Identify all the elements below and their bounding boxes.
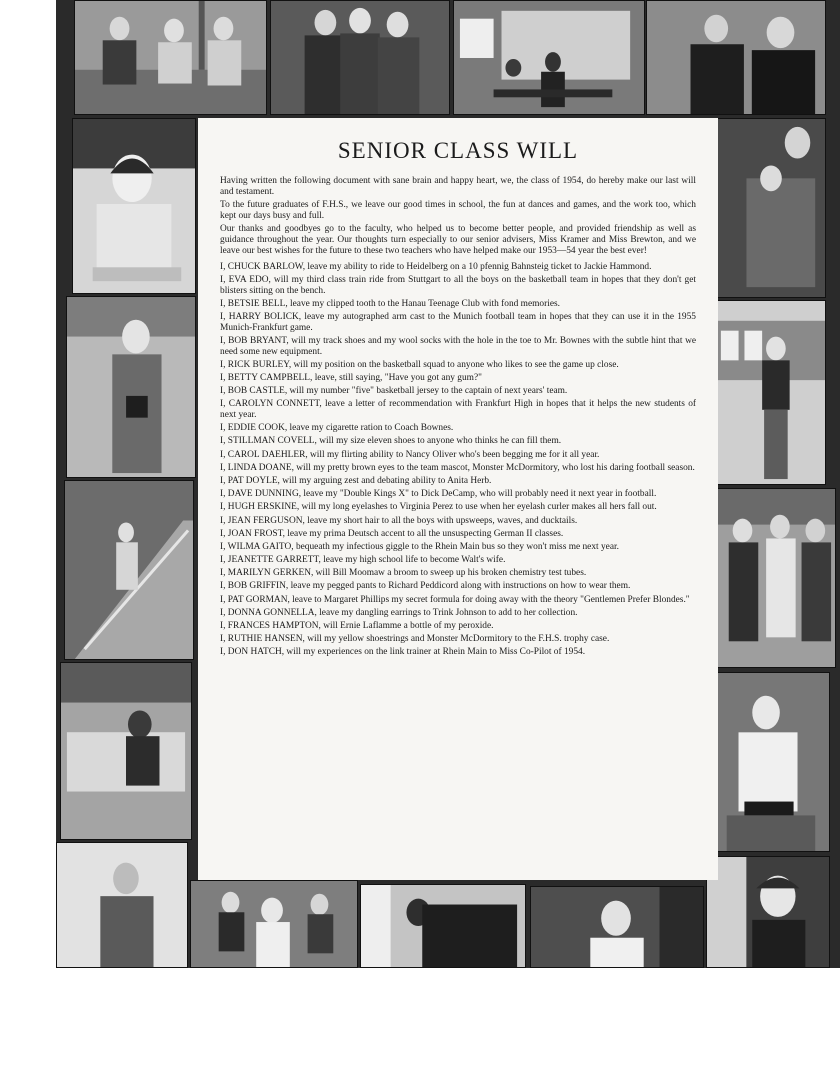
photo-girl-writing bbox=[72, 118, 196, 294]
bequest-item: I, STILLMAN COVELL, will my size eleven shoes to anyone who thinks he can fill them. bbox=[220, 436, 562, 447]
photo-students-at-desk bbox=[60, 662, 192, 840]
photo-girl-on-stairs bbox=[64, 480, 194, 660]
bequest-item: I, HUGH ERSKINE, will my long eyelashes to Virginia Perez to use when her eyelash curler makes all hers fall out. bbox=[220, 502, 657, 513]
bequest-item: I, DON HATCH, will my experiences on the link trainer at Rhein Main to Miss Co-Pilot of 1954. bbox=[220, 647, 586, 658]
bequest-item: I, JEANETTE GARRETT, leave my high school life to become Walt's wife. bbox=[220, 555, 506, 566]
bequest-item: I, HARRY BOLICK, leave my autographed arm cast to the Munich football team in hopes that they can use it in the 1955 Munich-Frankfurt game. bbox=[220, 312, 696, 333]
intro-paragraph: Our thanks and goodbyes go to the faculty, who helped us to become better people, and provided friendship as well as guidance throughout the year. Our thoughts turn especially to our senior advisers, Miss Kramer and Miss Brewton, and we leave our best wishes for the future to these two teachers who have helped make our 1953—54 year the best ever! bbox=[220, 224, 696, 256]
photo-boy-by-building bbox=[714, 300, 826, 485]
bequest-item: I, BOB BRYANT, will my track shoes and my wool socks with the hole in the toe to Mr. Bownes with the subtle hint that we need some new equipment. bbox=[220, 336, 696, 357]
bequest-item: I, DONNA GONNELLA, leave my dangling earrings to Trink Johnson to add to her collection. bbox=[220, 607, 578, 618]
bequest-item: I, BETSIE BELL, leave my clipped tooth to the Hanau Teenage Club with fond memories. bbox=[220, 299, 560, 310]
bequest-list bbox=[220, 262, 696, 658]
senior-class-will-panel bbox=[198, 118, 718, 880]
photo-boys-talking bbox=[712, 488, 836, 668]
bequest-item: I, BOB GRIFFIN, leave my pegged pants to Richard Peddicord along with instructions on how to wear them. bbox=[220, 581, 631, 592]
photo-smiling-girl bbox=[706, 856, 830, 968]
photo-students-in-coats bbox=[270, 0, 450, 115]
bequest-item: I, CAROLYN CONNETT, leave a letter of recommendation with Frankfurt High in hopes that it helps the new students of next year. bbox=[220, 399, 696, 421]
bequest-item: I, RICK BURLEY, will my position on the basketball squad to anyone who likes to see the game up close. bbox=[220, 359, 619, 370]
bequest-item: I, BETTY CAMPBELL, leave, still saying, "Have you got any gum?" bbox=[220, 373, 482, 384]
bequest-item: I, PAT DOYLE, will my arguing zest and debating ability to Anita Herb. bbox=[220, 475, 492, 486]
bequest-item: I, DAVE DUNNING, leave my "Double Kings X" to Dick DeCamp, who will probably need it next year in football. bbox=[220, 489, 657, 500]
intro-section bbox=[220, 176, 696, 256]
bequest-item: I, WILMA GAITO, bequeath my infectious giggle to the Rhein Main bus so they won't miss me next year. bbox=[220, 541, 619, 552]
bequest-item: I, JEAN FERGUSON, leave my short hair to all the boys with upsweeps, waves, and ducktails. bbox=[220, 515, 578, 526]
photo-boy-leaning bbox=[360, 884, 526, 968]
page-title: SENIOR CLASS WILL bbox=[337, 138, 579, 163]
photo-classroom-blackboard bbox=[453, 0, 645, 115]
bequest-item: I, LINDA DOANE, will my pretty brown eyes to the team mascot, Monster McDormitory, who lost his daring football season. bbox=[220, 462, 695, 473]
photo-girl-holding-book bbox=[708, 672, 830, 852]
bequest-item: I, EDDIE COOK, leave my cigarette ration to Coach Bownes. bbox=[220, 423, 454, 434]
photo-girl-with-camera bbox=[66, 296, 196, 478]
intro-paragraph: Having written the following document with sane brain and happy heart, we, the class of 1954, do hereby make our last will and testament. bbox=[220, 176, 696, 197]
bequest-item: I, RUTHIE HANSEN, will my yellow shoestrings and Monster McDormitory to the F.H.S. trophy case. bbox=[220, 634, 610, 645]
photo-couple-in-chair bbox=[716, 118, 826, 298]
bequest-item: I, CHUCK BARLOW, leave my ability to ride to Heidelberg on a 10 pfennig Bahnsteig ticket to Jackie Hammond. bbox=[220, 262, 652, 273]
bequest-item: I, PAT GORMAN, leave to Margaret Phillips my secret formula for doing away with the theory "Gentlemen Prefer Blondes." bbox=[220, 594, 690, 605]
bequest-item: I, JOAN FROST, leave my prima Deutsch accent to all the unsuspecting German II classes. bbox=[220, 528, 564, 539]
bequest-item: I, CAROL DAEHLER, will my flirting ability to Nancy Oliver who's been begging me for it all year. bbox=[220, 449, 600, 460]
bequest-item: I, MARILYN GERKEN, will Bill Moomaw a broom to sweep up his broken chemistry test tubes. bbox=[220, 568, 587, 579]
intro-paragraph: To the future graduates of F.H.S., we leave our good times in school, the fun at dances and games, and the work too, which kept our days busy and full. bbox=[220, 200, 696, 221]
photo-boy-in-sweater bbox=[56, 842, 188, 968]
photo-girl-in-dress bbox=[530, 886, 704, 968]
bequest-item: I, BOB CASTLE, will my number "five" basketball jersey to the captain of next years' team. bbox=[220, 386, 568, 397]
bequest-item: I, EVA EDO, will my third class train ride from Stuttgart to all the boys on the basketball team in hopes that they don't get blisters sitting on the bench. bbox=[220, 275, 696, 296]
bequest-item: I, FRANCES HAMPTON, will Ernie Laflamme a bottle of my peroxide. bbox=[220, 621, 494, 632]
photo-three-girls-sitting bbox=[74, 0, 267, 115]
photo-students-in-classroom bbox=[190, 880, 358, 968]
photo-boys-in-jackets bbox=[646, 0, 826, 115]
